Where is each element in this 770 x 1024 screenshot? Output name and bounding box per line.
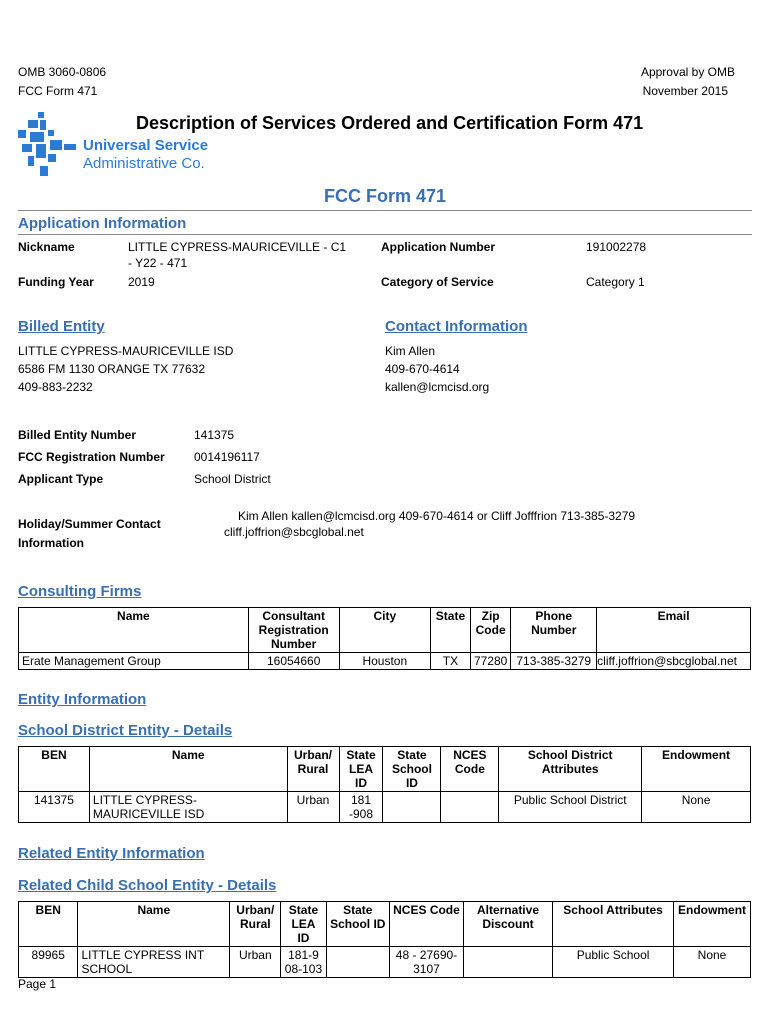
- col-header: State: [431, 608, 471, 653]
- billed-entity-heading: Billed Entity: [18, 318, 105, 335]
- consultant-state: TX: [431, 653, 471, 670]
- child-nces: 48 - 27690- 3107: [390, 947, 464, 978]
- col-header: School Attributes: [553, 902, 674, 947]
- page-number: Page 1: [18, 977, 57, 991]
- consulting-header-row: [19, 608, 751, 653]
- consultant-phone: 713-385-3279: [511, 653, 597, 670]
- col-header: Consultant Registration Number: [248, 608, 339, 653]
- consultant-name: Erate Management Group: [19, 653, 249, 670]
- table-row: [19, 947, 751, 978]
- contact-name: Kim Allen: [385, 344, 436, 358]
- funding-year-label: Funding Year: [18, 275, 94, 289]
- contact-info-heading: Contact Information: [385, 318, 528, 335]
- consultant-zip: 77280: [470, 653, 510, 670]
- district-urban-rural: Urban: [287, 792, 339, 823]
- col-header: Email: [597, 608, 751, 653]
- district-lea-id: 181 -908: [339, 792, 383, 823]
- col-header: Urban/ Rural: [230, 902, 281, 947]
- child-attributes: Public School: [553, 947, 674, 978]
- child-lea-id: 181-9 08-103: [281, 947, 326, 978]
- district-name: LITTLE CYPRESS-MAURICEVILLE ISD: [89, 792, 287, 823]
- col-header: Name: [89, 747, 287, 792]
- col-header: Name: [78, 902, 230, 947]
- col-header: NCES Code: [390, 902, 464, 947]
- consultant-registration: 16054660: [248, 653, 339, 670]
- omb-approval: Approval by OMB: [640, 65, 735, 79]
- related-entity-heading: Related Entity Information: [18, 845, 205, 862]
- col-header: Zip Code: [470, 608, 510, 653]
- omb-number: OMB 3060-0806: [18, 65, 107, 79]
- col-header: State LEA ID: [339, 747, 383, 792]
- nickname-line2: - Y22 - 471: [128, 256, 188, 270]
- holiday-contact-line1: Kim Allen kallen@lcmcisd.org 409-670-4614 or Cliff Jofffrion 713-385-3279: [238, 509, 636, 523]
- category-of-service: Category 1: [586, 275, 645, 289]
- col-header: School District Attributes: [499, 747, 642, 792]
- child-ben: 89965: [19, 947, 78, 978]
- consulting-firms-table: [18, 607, 751, 670]
- usac-logo-icon: [18, 112, 80, 182]
- school-district-table: [18, 746, 751, 823]
- funding-year: 2019: [128, 275, 155, 289]
- holiday-contact-label-line1: Holiday/Summer Contact: [18, 517, 161, 531]
- district-nces: [441, 792, 499, 823]
- col-header: Endowment: [642, 747, 751, 792]
- col-header: State LEA ID: [281, 902, 326, 947]
- ben-label: Billed Entity Number: [18, 428, 137, 442]
- col-header: Urban/ Rural: [287, 747, 339, 792]
- consultant-email: cliff.joffrion@sbcglobal.net: [597, 653, 751, 670]
- child-school-id: [326, 947, 390, 978]
- col-header: Phone Number: [511, 608, 597, 653]
- col-header: BEN: [19, 902, 78, 947]
- table-row: [19, 792, 751, 823]
- child-header-row: [19, 902, 751, 947]
- col-header: Name: [19, 608, 249, 653]
- child-school-table: [18, 901, 751, 978]
- consulting-firms-heading: Consulting Firms: [18, 583, 142, 600]
- district-ben: 141375: [19, 792, 90, 823]
- title-divider: [18, 210, 752, 211]
- applicant-type-label: Applicant Type: [18, 472, 104, 486]
- application-number: 191002278: [586, 240, 647, 254]
- child-alt-discount: [463, 947, 552, 978]
- fcc-registration-value: 0014196117: [194, 450, 260, 464]
- applicant-type-value: School District: [194, 472, 271, 486]
- col-header: Endowment: [674, 902, 751, 947]
- district-endowment: None: [642, 792, 751, 823]
- child-school-heading: Related Child School Entity - Details: [18, 877, 277, 894]
- nickname-line1: LITTLE CYPRESS-MAURICEVILLE - C1: [128, 240, 347, 254]
- logo-text-line1: Universal Service: [83, 137, 209, 154]
- application-divider: [18, 234, 752, 235]
- consultant-city: Houston: [339, 653, 430, 670]
- contact-email: kallen@lcmcisd.org: [385, 380, 490, 394]
- application-info-heading: Application Information: [18, 215, 187, 232]
- omb-date: November 2015: [642, 84, 728, 98]
- child-name: LITTLE CYPRESS INT SCHOOL: [78, 947, 230, 978]
- holiday-contact-line2: cliff.joffrion@sbcglobal.net: [224, 525, 364, 539]
- col-header: NCES Code: [441, 747, 499, 792]
- category-label: Category of Service: [381, 275, 494, 289]
- school-district-heading: School District Entity - Details: [18, 722, 233, 739]
- col-header: City: [339, 608, 430, 653]
- child-urban-rural: Urban: [230, 947, 281, 978]
- application-number-label: Application Number: [381, 240, 496, 254]
- col-header: Alternative Discount: [463, 902, 552, 947]
- holiday-contact-label-line2: Information: [18, 536, 84, 550]
- nickname-label: Nickname: [18, 240, 75, 254]
- fcc-registration-label: FCC Registration Number: [18, 450, 165, 464]
- form-reference: FCC Form 471: [18, 84, 98, 98]
- billed-entity-address: 6586 FM 1130 ORANGE TX 77632: [18, 362, 205, 376]
- page-title: Description of Services Ordered and Certification Form 471: [136, 113, 644, 133]
- table-row: [19, 653, 751, 670]
- district-school-id: [383, 792, 441, 823]
- ben-value: 141375: [194, 428, 235, 442]
- col-header: State School ID: [326, 902, 390, 947]
- contact-phone: 409-670-4614: [385, 362, 460, 376]
- entity-info-heading: Entity Information: [18, 691, 147, 708]
- child-endowment: None: [674, 947, 751, 978]
- col-header: State School ID: [383, 747, 441, 792]
- form-title: FCC Form 471: [323, 186, 447, 206]
- billed-entity-phone: 409-883-2232: [18, 380, 93, 394]
- logo-text-line2: Administrative Co.: [83, 155, 205, 172]
- col-header: BEN: [19, 747, 90, 792]
- billed-entity-name: LITTLE CYPRESS-MAURICEVILLE ISD: [18, 344, 234, 358]
- district-header-row: [19, 747, 751, 792]
- district-attributes: Public School District: [499, 792, 642, 823]
